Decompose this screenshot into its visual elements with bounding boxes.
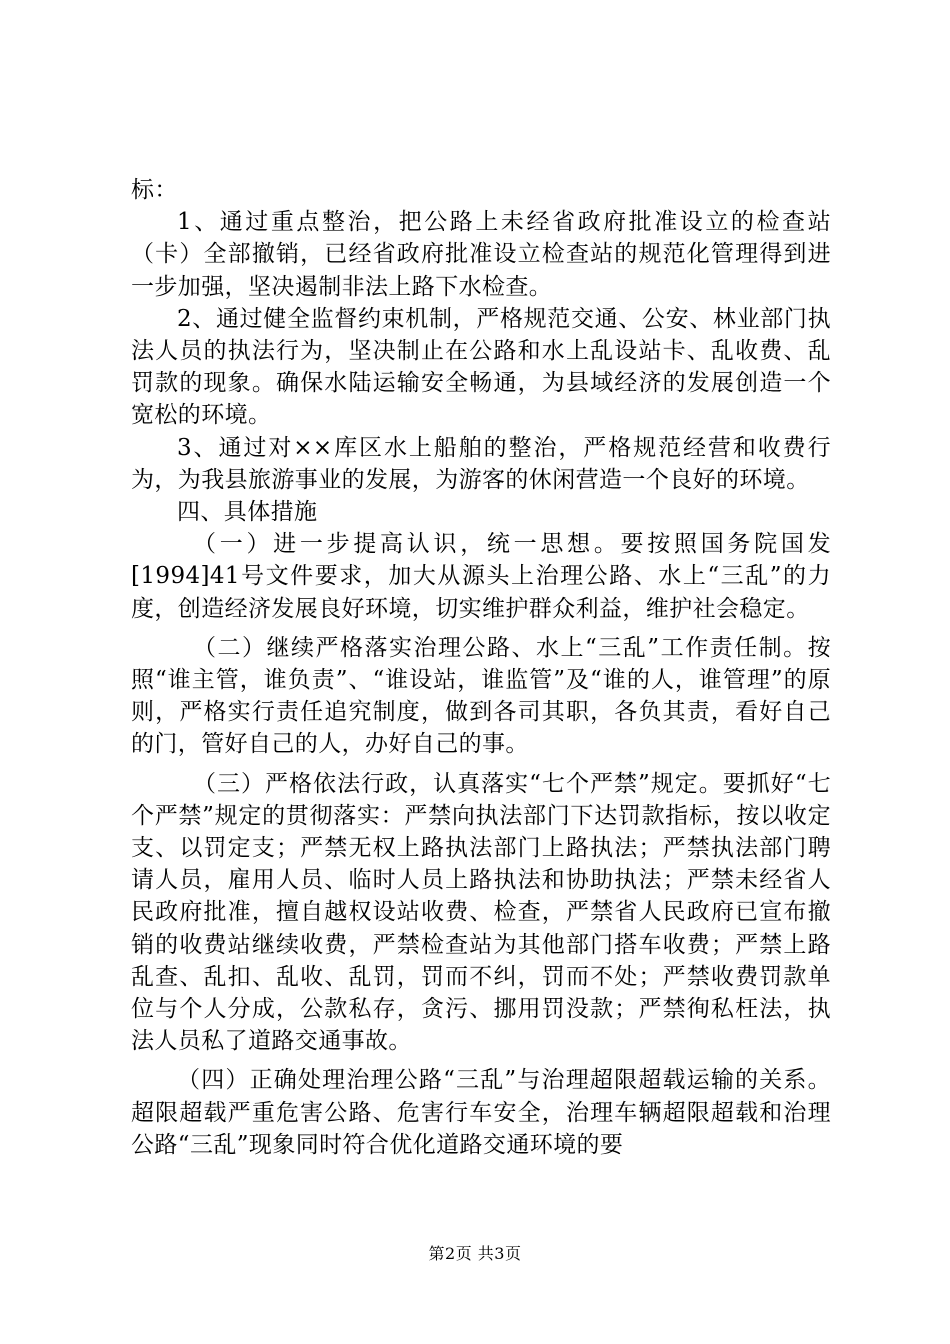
paragraph-measure-2: （二）继续严格落实治理公路、水上“三乱”工作责任制。按照“谁主管，谁负责”、“谁设站，谁监管”及“谁的人，谁管理”的原则，严格实行责任追究制度，做到各司其职，各负其责，看好自己的门，管好自己的人，办好自己的事。	[131, 634, 831, 758]
paragraph-measure-1: （一）进一步提高认识，统一思想。要按照国务院国发[1994]41号文件要求，加大从源头上治理公路、水上“三乱”的力度，创造经济发展良好环境，切实维护群众利益，维护社会稳定。	[131, 531, 831, 622]
paragraph-goal-1: 1、通过重点整治，把公路上未经省政府批准设立的检查站（卡）全部撤销，已经省政府批准设立检查站的规范化管理得到进一步加强，坚决遏制非法上路下水检查。	[131, 209, 831, 300]
page-number-footer: 第2页 共3页	[428, 1244, 522, 1263]
paragraph-goal-2: 2、通过健全监督约束机制，严格规范交通、公安、林业部门执法人员的执法行为，坚决制止在公路和水上乱设站卡、乱收费、乱罚款的现象。确保水陆运输安全畅通，为县域经济的发展创造一个宽松的环境。	[131, 305, 831, 429]
document-body	[131, 174, 831, 1161]
paragraph-continuation: 标：	[131, 177, 178, 203]
paragraph-measure-4: （四）正确处理治理公路“三乱”与治理超限超载运输的关系。超限超载严重危害公路、危害行车安全，治理车辆超限超载和治理公路“三乱”现象同时符合优化道路交通环境的要	[131, 1067, 831, 1158]
paragraph-measure-3: （三）严格依法行政，认真落实“七个严禁”规定。要抓好“七个严禁”规定的贯彻落实：严禁向执法部门下达罚款指标，按以收定支、以罚定支；严禁无权上路执法部门上路执法；严禁执法部门聘请人员，雇用人员、临时人员上路执法和协助执法；严禁未经省人民政府批准，擅自越权设站收费、检查，严禁省人民政府已宣布撤销的收费站继续收费，严禁检查站为其他部门搭车收费；严禁上路乱查、乱扣、乱收、乱罚，罚而不纠，罚而不处；严禁收费罚款单位与个人分成，公款私存，贪污、挪用罚没款；严禁徇私枉法，执法人员私了道路交通事故。	[131, 770, 831, 1055]
section-heading-measures: 四、具体措施	[177, 499, 318, 526]
paragraph-goal-3: 3、通过对××库区水上船舶的整治，严格规范经营和收费行为，为我县旅游事业的发展，为游客的休闲营造一个良好的环境。	[131, 434, 831, 493]
